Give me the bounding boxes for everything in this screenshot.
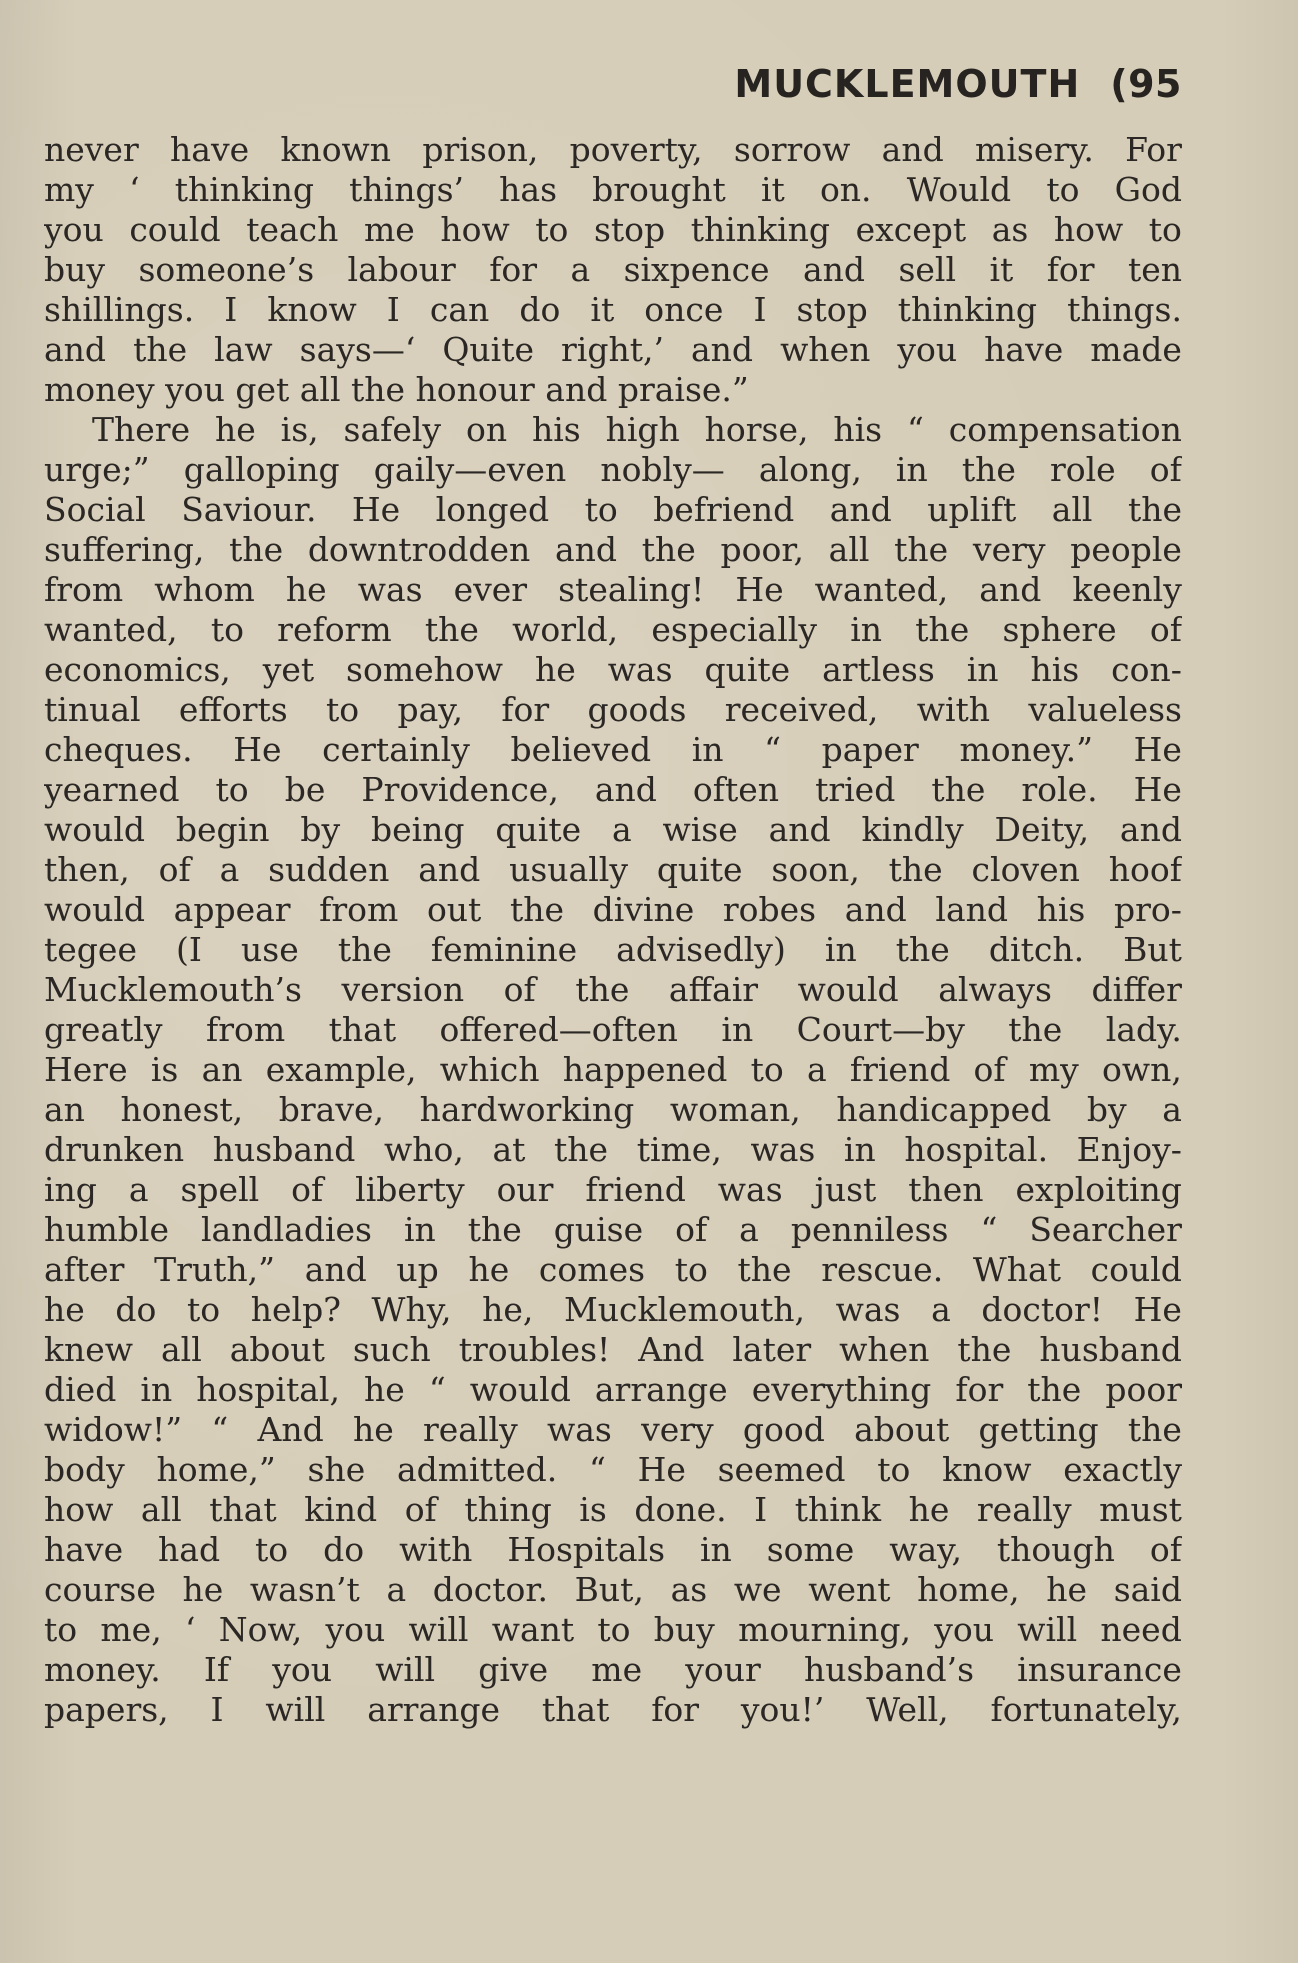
- text-line: money. If you will give me your husband’s insurance: [44, 1650, 1182, 1689]
- text-line: humble landladies in the guise of a penniless “ Searcher: [44, 1210, 1182, 1249]
- text-line: Here is an example, which happened to a friend of my own,: [44, 1050, 1182, 1089]
- text-line: would appear from out the divine robes and land his pro-: [44, 890, 1182, 929]
- text-line: suffering, the downtrodden and the poor, all the very people: [44, 530, 1182, 569]
- text-line: would begin by being quite a wise and kindly Deity, and: [44, 810, 1182, 849]
- text-line: cheques. He certainly believed in “ paper money.” He: [44, 730, 1182, 769]
- text-line: you could teach me how to stop thinking except as how to: [44, 210, 1182, 249]
- text-line: wanted, to reform the world, especially in the sphere of: [44, 610, 1182, 649]
- text-line: have had to do with Hospitals in some way, though of: [44, 1530, 1182, 1569]
- text-line: ing a spell of liberty our friend was just then exploiting: [44, 1170, 1182, 1209]
- text-line: Mucklemouth’s version of the affair would always differ: [44, 970, 1182, 1009]
- text-line: how all that kind of thing is done. I think he really must: [44, 1490, 1182, 1529]
- text-line: tegee (I use the feminine advisedly) in the ditch. But: [44, 930, 1182, 969]
- text-line: from whom he was ever stealing! He wanted, and keenly: [44, 570, 1182, 609]
- text-line: buy someone’s labour for a sixpence and sell it for ten: [44, 250, 1182, 289]
- text-line: and the law says—‘ Quite right,’ and when you have made: [44, 330, 1182, 369]
- text-line: to me, ‘ Now, you will want to buy mourning, you will need: [44, 1610, 1182, 1649]
- text-line: after Truth,” and up he comes to the rescue. What could: [44, 1250, 1182, 1289]
- running-head: [734, 62, 1182, 106]
- text-line: he do to help? Why, he, Mucklemouth, was a doctor! He: [44, 1290, 1182, 1329]
- text-line: never have known prison, poverty, sorrow and misery. For: [44, 130, 1182, 169]
- text-line: body home,” she admitted. “ He seemed to know exactly: [44, 1450, 1182, 1489]
- text-line: papers, I will arrange that for you!’ Well, fortunately,: [44, 1690, 1182, 1729]
- text-line: Social Saviour. He longed to befriend and uplift all the: [44, 490, 1182, 529]
- text-line: course he wasn’t a doctor. But, as we went home, he said: [44, 1570, 1182, 1609]
- text-line: There he is, safely on his high horse, his “ compensation: [92, 410, 1182, 449]
- text-line: widow!” “ And he really was very good about getting the: [44, 1410, 1182, 1449]
- page-number: (95: [1110, 62, 1182, 106]
- text-line: tinual efforts to pay, for goods received, with valueless: [44, 690, 1182, 729]
- text-line: knew all about such troubles! And later when the husband: [44, 1330, 1182, 1369]
- text-line: economics, yet somehow he was quite artless in his con-: [44, 650, 1182, 689]
- text-line: an honest, brave, hardworking woman, handicapped by a: [44, 1090, 1182, 1129]
- running-title: MUCKLEMOUTH: [734, 62, 1081, 106]
- text-line: my ‘ thinking things’ has brought it on. Would to God: [44, 170, 1182, 209]
- text-line: money you get all the honour and praise.”: [44, 370, 749, 409]
- text-line: greatly from that offered—often in Court—by the lady.: [44, 1010, 1182, 1049]
- text-line: died in hospital, he “ would arrange everything for the poor: [44, 1370, 1182, 1409]
- text-line: then, of a sudden and usually quite soon, the cloven hoof: [44, 850, 1182, 889]
- body-text: [44, 130, 1182, 1730]
- text-line: yearned to be Providence, and often tried the role. He: [44, 770, 1182, 809]
- text-line: drunken husband who, at the time, was in hospital. Enjoy-: [44, 1130, 1182, 1169]
- text-line: shillings. I know I can do it once I stop thinking things.: [44, 290, 1182, 329]
- text-line: urge;” galloping gaily—even nobly— along, in the role of: [44, 450, 1182, 489]
